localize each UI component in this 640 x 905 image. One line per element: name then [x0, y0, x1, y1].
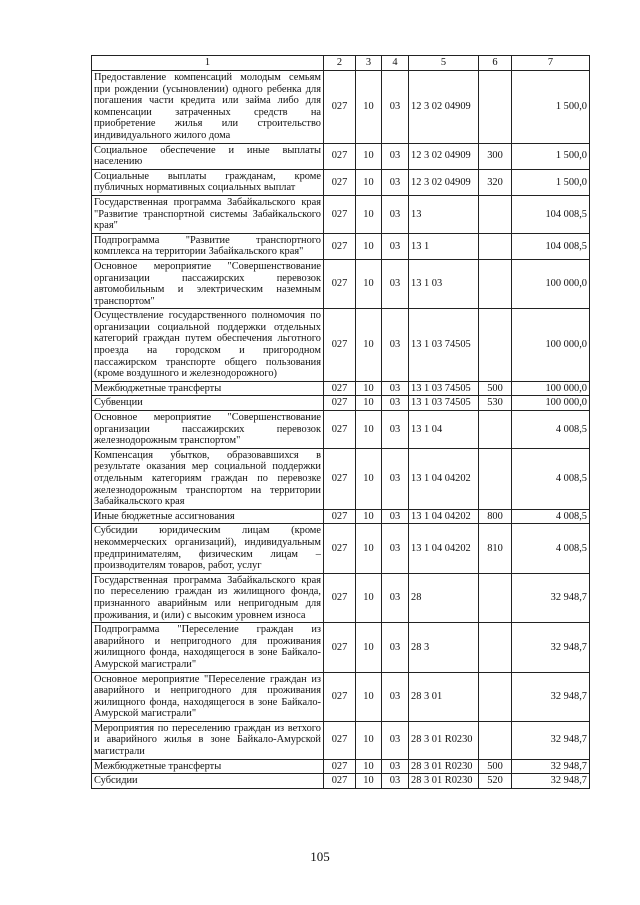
row-expense-type-code — [479, 259, 512, 308]
table-row — [92, 195, 590, 233]
row-grbs-code: 027 — [324, 623, 356, 672]
row-name: Предоставление компенсаций молодым семьям при рождении (усыновлении) одного ребенка для погашения части кредита или займа либо для компенсации затраченных средств на приобретение жилья или строительство индивидуального жилого дома — [92, 71, 324, 144]
row-amount: 4 008,5 — [512, 509, 590, 524]
budget-table — [91, 55, 590, 789]
table-row — [92, 411, 590, 449]
row-grbs-code: 027 — [324, 381, 356, 396]
header-col-3: 3 — [356, 56, 382, 71]
row-expense-type-code — [479, 721, 512, 759]
row-section-code: 10 — [356, 195, 382, 233]
row-section-code: 10 — [356, 448, 382, 509]
row-name: Подпрограмма "Развитие транспортного комплекса на территории Забайкальского края" — [92, 233, 324, 259]
row-target-article-code: 13 1 04 04202 — [409, 524, 479, 573]
row-grbs-code: 027 — [324, 672, 356, 721]
table-row — [92, 309, 590, 382]
row-target-article-code: 13 1 04 04202 — [409, 509, 479, 524]
row-target-article-code: 28 3 01 R0230 — [409, 759, 479, 774]
row-grbs-code: 027 — [324, 411, 356, 449]
row-section-code: 10 — [356, 396, 382, 411]
row-grbs-code: 027 — [324, 759, 356, 774]
row-expense-type-code: 300 — [479, 143, 512, 169]
row-section-code: 10 — [356, 381, 382, 396]
header-col-1: 1 — [92, 56, 324, 71]
row-subsection-code: 03 — [382, 524, 409, 573]
row-target-article-code: 13 — [409, 195, 479, 233]
row-target-article-code: 28 3 01 — [409, 672, 479, 721]
row-amount: 32 948,7 — [512, 721, 590, 759]
row-subsection-code: 03 — [382, 411, 409, 449]
row-section-code: 10 — [356, 259, 382, 308]
row-section-code: 10 — [356, 573, 382, 622]
row-amount: 1 500,0 — [512, 71, 590, 144]
row-target-article-code: 28 3 01 R0230 — [409, 721, 479, 759]
row-grbs-code: 027 — [324, 524, 356, 573]
row-grbs-code: 027 — [324, 774, 356, 789]
row-name: Социальное обеспечение и иные выплаты населению — [92, 143, 324, 169]
row-subsection-code: 03 — [382, 396, 409, 411]
row-grbs-code: 027 — [324, 509, 356, 524]
row-grbs-code: 027 — [324, 573, 356, 622]
row-target-article-code: 12 3 02 04909 — [409, 71, 479, 144]
row-subsection-code: 03 — [382, 259, 409, 308]
row-amount: 1 500,0 — [512, 169, 590, 195]
table-row — [92, 233, 590, 259]
row-section-code: 10 — [356, 759, 382, 774]
row-expense-type-code — [479, 448, 512, 509]
row-expense-type-code — [479, 672, 512, 721]
row-name: Мероприятия по переселению граждан из ветхого и аварийного жилья в зоне Байкало-Амурской магистрали — [92, 721, 324, 759]
table-row — [92, 396, 590, 411]
row-section-code: 10 — [356, 524, 382, 573]
table-row — [92, 381, 590, 396]
row-name: Субсидии юридическим лицам (кроме некоммерческих организаций), индивидуальным предпринимателям, физическим лицам – производителям товаров, работ, услуг — [92, 524, 324, 573]
row-expense-type-code: 530 — [479, 396, 512, 411]
row-amount: 104 008,5 — [512, 233, 590, 259]
row-subsection-code: 03 — [382, 774, 409, 789]
row-expense-type-code — [479, 195, 512, 233]
row-target-article-code: 13 1 — [409, 233, 479, 259]
row-section-code: 10 — [356, 233, 382, 259]
row-grbs-code: 027 — [324, 396, 356, 411]
row-name: Основное мероприятие "Совершенствование организации пассажирских перевозок железнодорожным транспортом" — [92, 411, 324, 449]
table-row — [92, 448, 590, 509]
row-name: Субвенции — [92, 396, 324, 411]
row-section-code: 10 — [356, 774, 382, 789]
table-header-row — [92, 56, 590, 71]
row-subsection-code: 03 — [382, 448, 409, 509]
row-expense-type-code: 320 — [479, 169, 512, 195]
row-name: Государственная программа Забайкальского края "Развитие транспортной системы Забайкальского края" — [92, 195, 324, 233]
row-expense-type-code: 520 — [479, 774, 512, 789]
row-expense-type-code — [479, 573, 512, 622]
row-target-article-code: 28 — [409, 573, 479, 622]
row-target-article-code: 13 1 04 04202 — [409, 448, 479, 509]
row-subsection-code: 03 — [382, 509, 409, 524]
row-target-article-code: 28 3 01 R0230 — [409, 774, 479, 789]
row-name: Основное мероприятие "Переселение граждан из аварийного и непригодного для проживания жилищного фонда, находящегося в зоне Байкало-Амурской магистрали" — [92, 672, 324, 721]
row-grbs-code: 027 — [324, 309, 356, 382]
table-body — [92, 71, 590, 789]
row-subsection-code: 03 — [382, 195, 409, 233]
row-grbs-code: 027 — [324, 259, 356, 308]
row-amount: 32 948,7 — [512, 759, 590, 774]
header-col-4: 4 — [382, 56, 409, 71]
table-row — [92, 259, 590, 308]
row-target-article-code: 12 3 02 04909 — [409, 169, 479, 195]
table-row — [92, 169, 590, 195]
row-expense-type-code: 500 — [479, 381, 512, 396]
row-name: Межбюджетные трансферты — [92, 381, 324, 396]
row-name: Межбюджетные трансферты — [92, 759, 324, 774]
header-col-5: 5 — [409, 56, 479, 71]
table-row — [92, 759, 590, 774]
row-grbs-code: 027 — [324, 195, 356, 233]
row-amount: 1 500,0 — [512, 143, 590, 169]
row-expense-type-code: 810 — [479, 524, 512, 573]
row-name: Осуществление государственного полномочия по организации социальной поддержки отдельных категорий граждан путем обеспечения льготного проезда на городском и пригородном пассажирском транспорте общего пользования (кроме воздушного и железнодорожного) — [92, 309, 324, 382]
header-col-2: 2 — [324, 56, 356, 71]
table-row — [92, 573, 590, 622]
row-subsection-code: 03 — [382, 71, 409, 144]
row-target-article-code: 13 1 03 — [409, 259, 479, 308]
row-name: Компенсация убытков, образовавшихся в результате оказания мер социальной поддержки отдельным категориям граждан по перевозке железнодорожным транспортом на территории Забайкальского края — [92, 448, 324, 509]
row-name: Социальные выплаты гражданам, кроме публичных нормативных социальных выплат — [92, 169, 324, 195]
row-expense-type-code — [479, 309, 512, 382]
row-grbs-code: 027 — [324, 721, 356, 759]
row-amount: 100 000,0 — [512, 396, 590, 411]
table-row — [92, 71, 590, 144]
row-section-code: 10 — [356, 143, 382, 169]
row-section-code: 10 — [356, 721, 382, 759]
row-section-code: 10 — [356, 509, 382, 524]
row-target-article-code: 13 1 03 74505 — [409, 309, 479, 382]
row-expense-type-code — [479, 233, 512, 259]
row-expense-type-code — [479, 411, 512, 449]
row-subsection-code: 03 — [382, 672, 409, 721]
row-subsection-code: 03 — [382, 759, 409, 774]
header-col-7: 7 — [512, 56, 590, 71]
row-expense-type-code — [479, 623, 512, 672]
header-col-6: 6 — [479, 56, 512, 71]
row-subsection-code: 03 — [382, 143, 409, 169]
row-amount: 100 000,0 — [512, 259, 590, 308]
row-amount: 32 948,7 — [512, 573, 590, 622]
row-amount: 104 008,5 — [512, 195, 590, 233]
row-target-article-code: 13 1 04 — [409, 411, 479, 449]
row-target-article-code: 12 3 02 04909 — [409, 143, 479, 169]
table-row — [92, 524, 590, 573]
row-name: Подпрограмма "Переселение граждан из аварийного и непригодного для проживания жилищного фонда, находящегося в зоне Байкало-Амурской магистрали" — [92, 623, 324, 672]
table-row — [92, 672, 590, 721]
row-grbs-code: 027 — [324, 71, 356, 144]
row-subsection-code: 03 — [382, 309, 409, 382]
row-target-article-code: 28 3 — [409, 623, 479, 672]
table-row — [92, 143, 590, 169]
row-amount: 100 000,0 — [512, 309, 590, 382]
row-subsection-code: 03 — [382, 381, 409, 396]
table-row — [92, 774, 590, 789]
row-grbs-code: 027 — [324, 169, 356, 195]
row-expense-type-code — [479, 71, 512, 144]
page-number: 105 — [310, 849, 330, 864]
row-section-code: 10 — [356, 309, 382, 382]
row-amount: 32 948,7 — [512, 672, 590, 721]
row-section-code: 10 — [356, 672, 382, 721]
row-expense-type-code: 500 — [479, 759, 512, 774]
row-target-article-code: 13 1 03 74505 — [409, 381, 479, 396]
row-expense-type-code: 800 — [479, 509, 512, 524]
row-grbs-code: 027 — [324, 143, 356, 169]
row-amount: 32 948,7 — [512, 623, 590, 672]
row-subsection-code: 03 — [382, 233, 409, 259]
row-name: Иные бюджетные ассигнования — [92, 509, 324, 524]
row-section-code: 10 — [356, 71, 382, 144]
row-amount: 4 008,5 — [512, 411, 590, 449]
table-row — [92, 509, 590, 524]
row-subsection-code: 03 — [382, 721, 409, 759]
table-row — [92, 721, 590, 759]
row-section-code: 10 — [356, 411, 382, 449]
row-subsection-code: 03 — [382, 573, 409, 622]
row-amount: 100 000,0 — [512, 381, 590, 396]
row-amount: 32 948,7 — [512, 774, 590, 789]
row-amount: 4 008,5 — [512, 524, 590, 573]
row-amount: 4 008,5 — [512, 448, 590, 509]
row-name: Государственная программа Забайкальского края по переселению граждан из жилищного фонда, признанного аварийным или непригодным для проживания, и (или) с высоким уровнем износа — [92, 573, 324, 622]
row-subsection-code: 03 — [382, 169, 409, 195]
table-row — [92, 623, 590, 672]
row-name: Субсидии — [92, 774, 324, 789]
row-grbs-code: 027 — [324, 448, 356, 509]
row-section-code: 10 — [356, 169, 382, 195]
row-grbs-code: 027 — [324, 233, 356, 259]
row-subsection-code: 03 — [382, 623, 409, 672]
row-target-article-code: 13 1 03 74505 — [409, 396, 479, 411]
row-section-code: 10 — [356, 623, 382, 672]
row-name: Основное мероприятие "Совершенствование организации пассажирских перевозок автомобильным и электрическим наземным транспортом" — [92, 259, 324, 308]
